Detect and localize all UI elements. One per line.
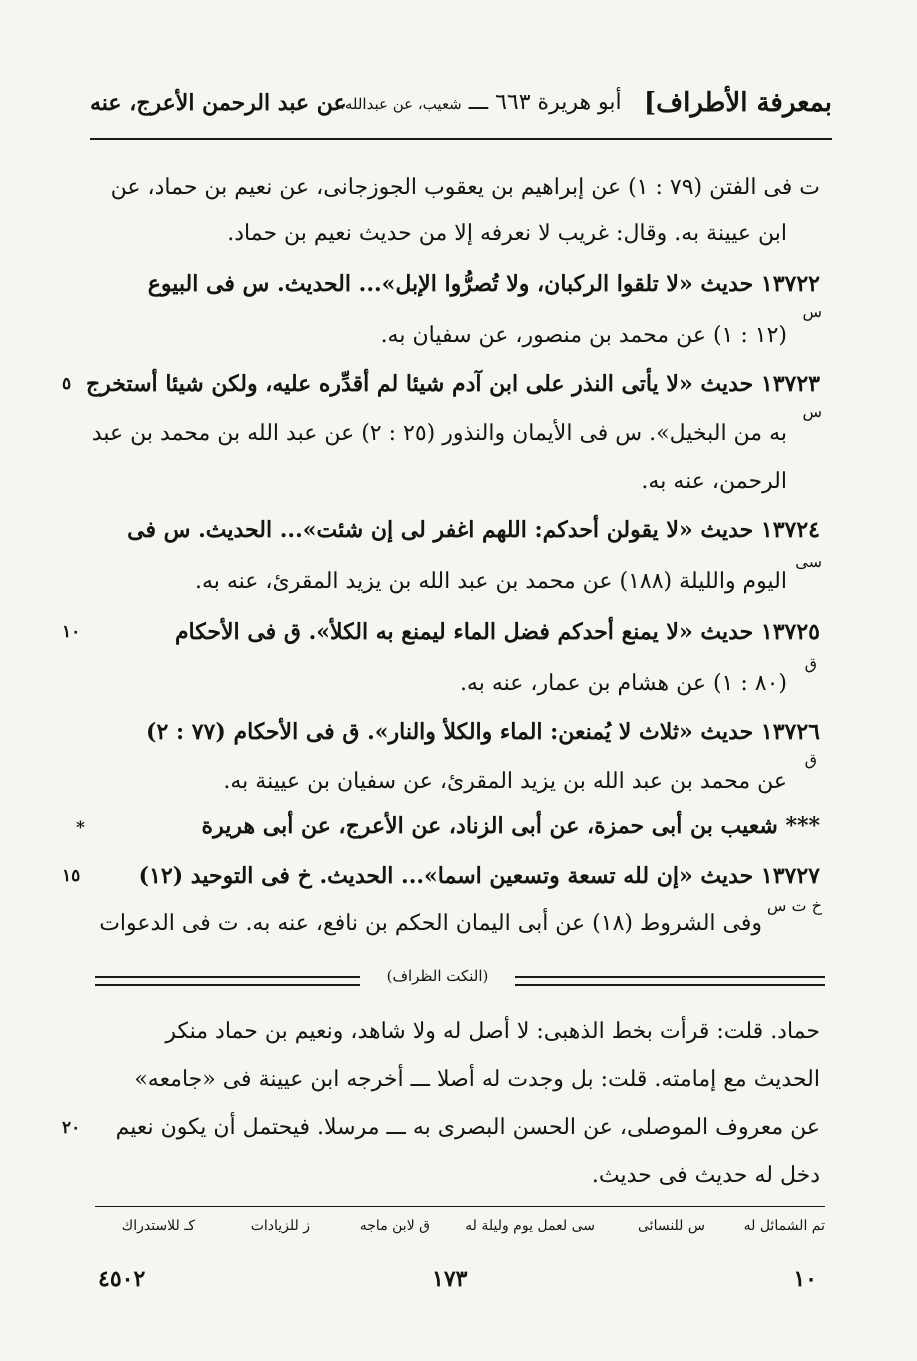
hadith-13725: ١٣٧٢٥ حديث «لا يمنع أحدكم فضل الماء ليمنع به الكلأ». ق فى الأحكام bbox=[174, 619, 820, 645]
hadith-13726: ١٣٧٢٦ حديث «ثلاث لا يُمنعن: الماء والكلأ والنار». ق فى الأحكام (٧٧ : ٢) bbox=[146, 719, 820, 745]
text-line: اليوم والليلة (١٨٨) عن محمد بن عبد الله بن يزيد المقرئ، عنه به. bbox=[194, 569, 787, 594]
siglum: ق bbox=[804, 750, 817, 769]
legend-item: تم الشمائل له bbox=[743, 1218, 825, 1234]
legend-item: س للنسائى bbox=[638, 1218, 705, 1234]
running-header bbox=[90, 78, 832, 140]
margin-line-number: ٢٠ bbox=[62, 1118, 81, 1138]
text-line: وفى الشروط (١٨) عن أبى اليمان الحكم بن نافع، عنه به. ت فى الدعوات bbox=[99, 911, 762, 936]
legend-item: كـ للاستدراك bbox=[121, 1218, 195, 1234]
note-line: الحديث مع إمامته. قلت: بل وجدت له أصلا ـــ أخرجه ابن عيينة فى «جامعه» bbox=[134, 1067, 820, 1092]
siglum: خ ت س bbox=[766, 896, 822, 915]
header-entry-main: أبو هريرة ٦٦٣ ـــ bbox=[468, 90, 622, 115]
header-entry bbox=[340, 90, 622, 115]
text-line: ت فى الفتن (٧٩ : ١) عن إبراهيم بن يعقوب الجوزجانى، عن نعيم بن حماد، عن bbox=[110, 175, 820, 200]
divider-rule bbox=[515, 976, 825, 986]
hadith-13723: ١٣٧٢٣ حديث «لا يأتى النذر على ابن آدم شيئا لم أقدِّره عليه، ولكن شيئا أستخرج bbox=[85, 371, 820, 397]
footer-page-number: ١٧٣ bbox=[432, 1266, 468, 1292]
siglum: سى bbox=[795, 552, 822, 571]
margin-line-number: ١٥ bbox=[62, 866, 81, 886]
footer-volume-page: ٤٥٠٢ bbox=[98, 1266, 146, 1292]
footer-rule bbox=[95, 1206, 825, 1207]
sigla-legend bbox=[95, 1218, 825, 1246]
text-line: الرحمن، عنه به. bbox=[641, 469, 787, 494]
notes-divider bbox=[95, 967, 825, 993]
header-entry-small: شعيب، عن عبدالله، bbox=[340, 95, 462, 113]
hadith-13724: ١٣٧٢٤ حديث «لا يقولن أحدكم: اللهم اغفر لى إن شئت»... الحديث. س فى bbox=[127, 517, 820, 543]
text-line: به من البخيل». س فى الأيمان والنذور (٢٥ : ٢) عن عبد الله بن محمد بن عبد bbox=[91, 421, 787, 446]
siglum: س bbox=[802, 402, 822, 421]
divider-label: (النكت الظراف) bbox=[386, 967, 489, 985]
margin-line-number: ٥ bbox=[62, 374, 72, 394]
text-line: (٨٠ : ١) عن هشام بن عمار، عنه به. bbox=[459, 671, 787, 696]
legend-item: ز للزيادات bbox=[250, 1218, 310, 1234]
text-line: عن محمد بن عبد الله بن يزيد المقرئ، عن سفيان بن عيينة به. bbox=[223, 769, 787, 794]
footer-volume: ١٠ bbox=[793, 1266, 817, 1292]
header-chain: عن عبد الرحمن الأعرج، عنه bbox=[90, 90, 347, 116]
note-line: عن معروف الموصلى، عن الحسن البصرى به ـــ مرسلا. فيحتمل أن يكون نعيم bbox=[115, 1115, 820, 1140]
isnad-heading: *** شعيب بن أبى حمزة، عن أبى الزناد، عن الأعرج، عن أبى هريرة bbox=[201, 813, 820, 839]
siglum: ق bbox=[804, 654, 817, 673]
margin-star: * bbox=[76, 818, 85, 838]
text-line: (١٢ : ١) عن محمد بن منصور، عن سفيان به. bbox=[380, 323, 787, 348]
divider-rule bbox=[95, 976, 360, 986]
hadith-13722: ١٣٧٢٢ حديث «لا تلقوا الركبان، ولا تُصرُّوا الإبل»... الحديث. س فى البيوع bbox=[147, 271, 820, 297]
legend-item: ق لابن ماجه bbox=[359, 1218, 430, 1234]
text-line: ابن عيينة به. وقال: غريب لا نعرفه إلا من حديث نعيم بن حماد. bbox=[227, 221, 787, 246]
siglum: س bbox=[802, 302, 822, 321]
header-title: بمعرفة الأطراف] bbox=[643, 88, 832, 118]
margin-line-number: ١٠ bbox=[62, 622, 81, 642]
legend-item: سى لعمل يوم وليلة له bbox=[465, 1218, 595, 1234]
note-line: دخل له حديث فى حديث. bbox=[591, 1163, 820, 1188]
note-line: حماد. قلت: قرأت بخط الذهبى: لا أصل له ولا شاهد، ونعيم بن حماد منكر bbox=[165, 1019, 820, 1044]
hadith-13727: ١٣٧٢٧ حديث «إن لله تسعة وتسعين اسما»... الحديث. خ فى التوحيد (١٢) bbox=[138, 863, 820, 889]
